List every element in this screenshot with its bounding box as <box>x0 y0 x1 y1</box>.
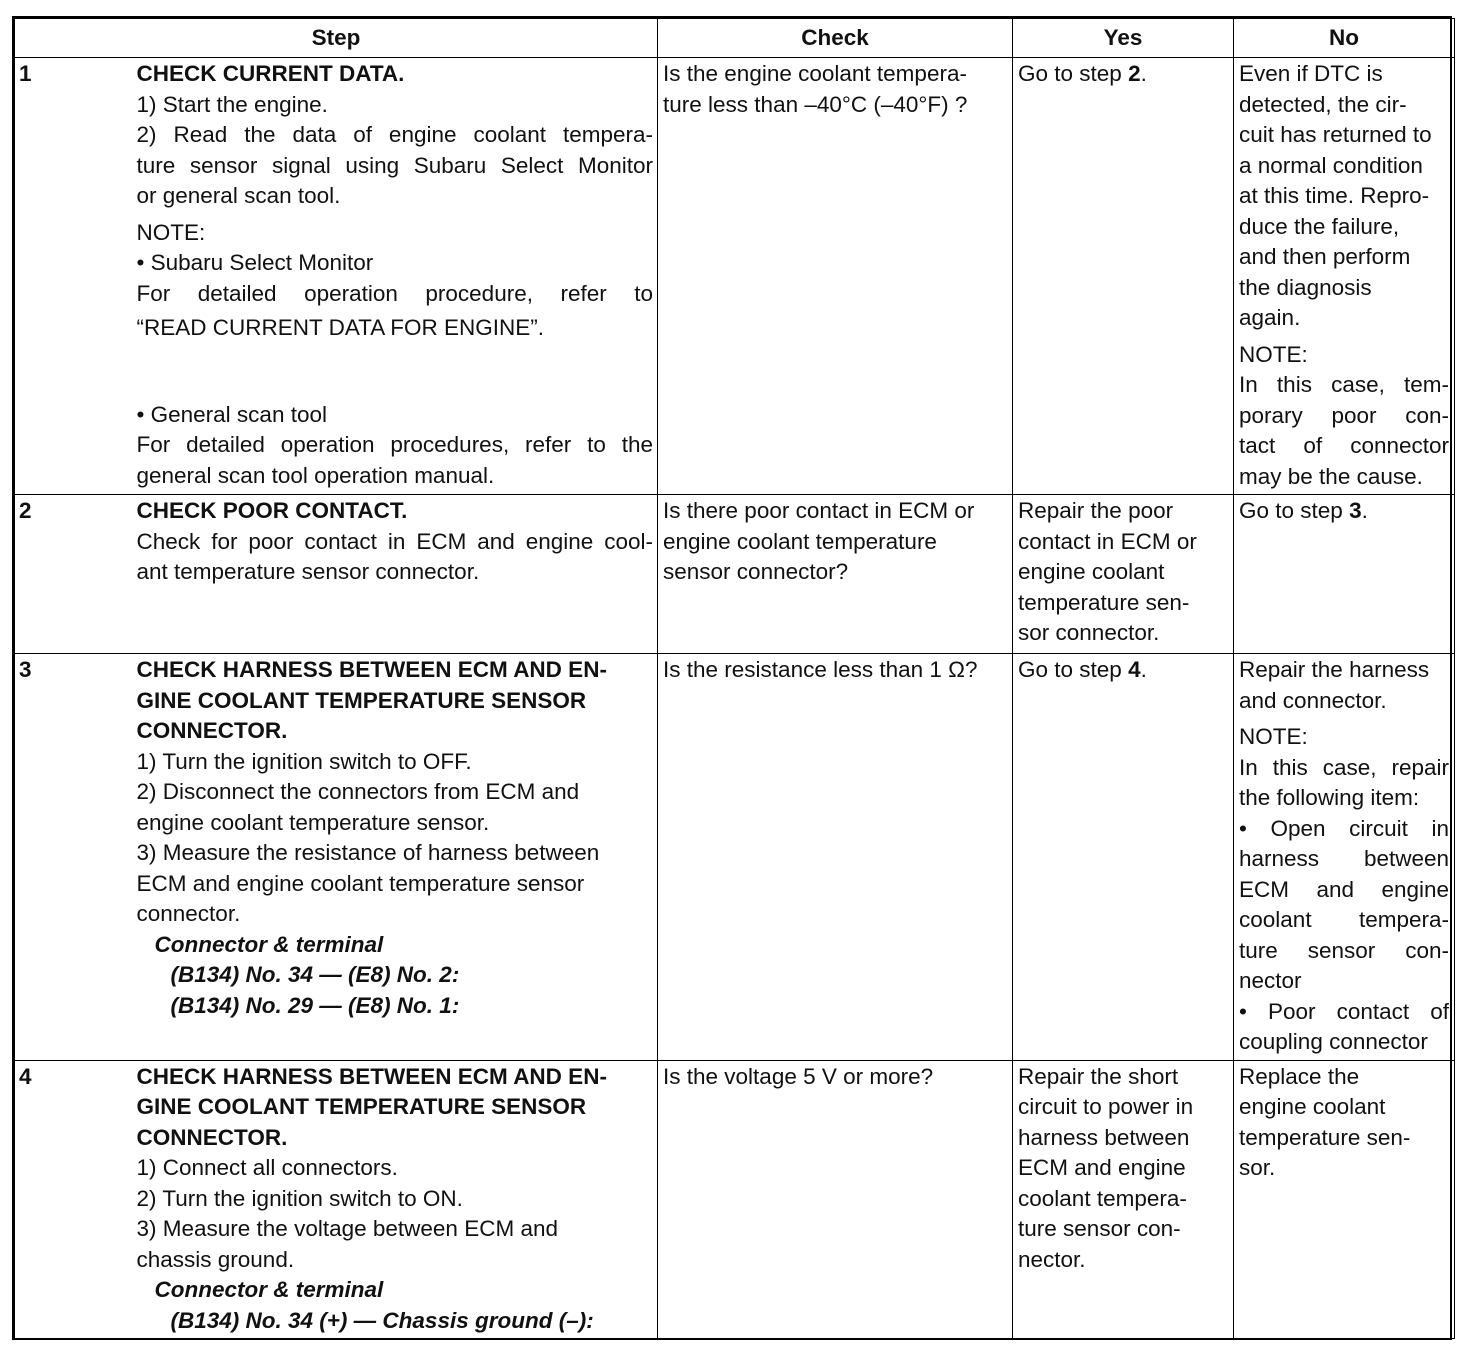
yes-line: coolant tempera- <box>1018 1185 1187 1211</box>
yes-line: sor connector. <box>1018 620 1160 645</box>
table-row <box>15 58 1455 495</box>
step-line: 1) Connect all connectors. <box>136 1155 398 1180</box>
step-number: 2 <box>15 495 133 654</box>
step-description <box>133 58 658 495</box>
yes-line: circuit to power in <box>1018 1094 1194 1119</box>
no-line: temperature sen- <box>1239 1124 1411 1150</box>
check-line: Is the engine coolant tempera- <box>663 61 967 86</box>
step-title: CHECK CURRENT DATA. <box>136 61 405 86</box>
no-line: again. <box>1239 305 1301 330</box>
connector-terminal-line: (B134) No. 34 (+) — Chassis ground (–): <box>170 1307 594 1333</box>
step-line: Check for poor contact in ECM and engine cool- <box>136 528 654 554</box>
step-line: general scan tool operation manual. <box>136 462 495 488</box>
yes-cell <box>1013 1060 1234 1339</box>
no-line: • Open circuit in <box>1239 815 1450 841</box>
no-line: ECM and engine <box>1239 876 1450 902</box>
yes-line: ture sensor con- <box>1018 1216 1181 1241</box>
no-line: cuit has returned to <box>1239 122 1432 147</box>
step-line: connector. <box>136 901 241 926</box>
step-line: ture sensor signal using Subaru Select Monitor <box>136 152 654 178</box>
connector-terminal-line: (B134) No. 29 — (E8) No. 1: <box>170 992 460 1018</box>
check-line: Is the voltage 5 V or more? <box>663 1063 934 1089</box>
connector-terminal-label: Connector & terminal <box>154 931 384 957</box>
step-title: CHECK POOR CONTACT. <box>136 498 408 523</box>
yes-cell <box>1013 58 1234 495</box>
check-cell <box>658 495 1013 654</box>
table-row <box>15 654 1455 1061</box>
no-cell <box>1234 495 1455 654</box>
step-line: ECM and engine coolant temperature sensor <box>136 870 585 896</box>
check-line: Is there poor contact in ECM or <box>663 498 975 523</box>
connector-terminal-label: Connector & terminal <box>154 1277 384 1302</box>
no-line: harness between <box>1239 846 1450 871</box>
yes-line: Repair the short <box>1018 1063 1179 1089</box>
yes-line: Go to step 4. <box>1018 657 1147 682</box>
header-no: No <box>1234 19 1455 58</box>
table-row <box>15 495 1455 654</box>
connector-terminal-line: (B134) No. 34 — (E8) No. 2: <box>170 962 460 987</box>
header-check: Check <box>658 19 1013 58</box>
no-line: Replace the <box>1239 1063 1360 1089</box>
no-line: and then perform <box>1239 244 1411 269</box>
step-title: CHECK HARNESS BETWEEN ECM AND EN- <box>136 1063 607 1089</box>
no-line: In this case, tem- <box>1239 372 1450 397</box>
no-cell <box>1234 1060 1455 1339</box>
step-line: 2) Read the data of engine coolant tempera- <box>136 122 654 147</box>
check-cell <box>658 654 1013 1061</box>
step-line: 1) Turn the ignition switch to OFF. <box>136 748 472 774</box>
step-line: “READ CURRENT DATA FOR ENGINE”. <box>136 315 545 340</box>
yes-line: nector. <box>1018 1246 1086 1272</box>
no-line: at this time. Repro- <box>1239 183 1430 208</box>
step-description <box>133 654 658 1061</box>
no-cell <box>1234 654 1455 1061</box>
no-line: a normal condition <box>1239 152 1423 178</box>
yes-cell <box>1013 654 1234 1061</box>
diagnostic-procedure-table <box>12 16 1452 1340</box>
no-line: may be the cause. <box>1239 463 1423 489</box>
header-row <box>15 19 1455 58</box>
yes-line: Repair the poor <box>1018 498 1174 523</box>
step-line: 2) Turn the ignition switch to ON. <box>136 1185 463 1211</box>
step-line: 2) Disconnect the connectors from ECM and <box>136 779 580 804</box>
step-title: CHECK HARNESS BETWEEN ECM AND EN- <box>136 657 607 682</box>
table-row <box>15 1060 1455 1339</box>
no-line: • Poor contact of <box>1239 998 1450 1024</box>
note-label: NOTE: <box>1239 341 1308 367</box>
yes-cell <box>1013 495 1234 654</box>
step-line: 3) Measure the voltage between ECM and <box>136 1216 558 1241</box>
yes-line: engine coolant <box>1018 559 1165 584</box>
step-line: or general scan tool. <box>136 183 341 208</box>
step-description <box>133 1060 658 1339</box>
no-line: nector <box>1239 968 1302 993</box>
no-line: detected, the cir- <box>1239 91 1407 117</box>
no-line: the diagnosis <box>1239 274 1372 300</box>
note-label: NOTE: <box>136 219 206 245</box>
step-title: CONNECTOR. <box>136 718 288 743</box>
no-line: ture sensor con- <box>1239 937 1450 963</box>
no-line: sor. <box>1239 1155 1276 1180</box>
step-line: engine coolant temperature sensor. <box>136 809 490 835</box>
no-line: tact of connector <box>1239 433 1450 458</box>
yes-line: harness between <box>1018 1124 1190 1150</box>
no-cell <box>1234 58 1455 495</box>
step-line: 3) Measure the resistance of harness between <box>136 840 600 865</box>
step-number: 4 <box>15 1060 133 1339</box>
note-label: NOTE: <box>1239 724 1308 749</box>
header-step: Step <box>15 19 658 58</box>
step-title: GINE COOLANT TEMPERATURE SENSOR <box>136 1094 587 1119</box>
header-yes: Yes <box>1013 19 1234 58</box>
check-cell <box>658 58 1013 495</box>
step-title: CONNECTOR. <box>136 1124 288 1150</box>
no-line: coupling connector <box>1239 1029 1428 1054</box>
bullet-item: • Subaru Select Monitor <box>136 250 374 275</box>
yes-line: Go to step 2. <box>1018 61 1147 86</box>
check-cell <box>658 1060 1013 1339</box>
no-line: In this case, repair <box>1239 754 1450 780</box>
diagnostic-table <box>14 18 1455 1339</box>
bullet-item: • General scan tool <box>136 401 327 427</box>
no-line: Repair the harness <box>1239 657 1430 682</box>
step-line: 1) Start the engine. <box>136 91 328 117</box>
step-line: ant temperature sensor connector. <box>136 559 480 584</box>
check-line: sensor connector? <box>663 559 849 584</box>
no-line: duce the failure, <box>1239 213 1400 239</box>
step-line: For detailed operation procedures, refer to the <box>136 432 654 457</box>
no-line: coolant tempera- <box>1239 907 1450 932</box>
no-line: engine coolant <box>1239 1094 1386 1119</box>
step-line: chassis ground. <box>136 1246 295 1272</box>
step-number: 3 <box>15 654 133 1061</box>
check-line: Is the resistance less than 1 Ω? <box>663 657 978 682</box>
no-line: and connector. <box>1239 687 1387 713</box>
check-line: ture less than –40°C (–40°F) ? <box>663 91 968 117</box>
no-line: the following item: <box>1239 785 1420 810</box>
step-line: For detailed operation procedure, refer to <box>136 280 654 306</box>
yes-line: temperature sen- <box>1018 589 1190 615</box>
no-line: Even if DTC is <box>1239 61 1383 86</box>
yes-line: ECM and engine <box>1018 1155 1186 1180</box>
step-description <box>133 495 658 654</box>
step-title: GINE COOLANT TEMPERATURE SENSOR <box>136 687 587 713</box>
check-line: engine coolant temperature <box>663 528 937 554</box>
no-line: porary poor con- <box>1239 402 1450 428</box>
yes-line: contact in ECM or <box>1018 528 1197 554</box>
step-number: 1 <box>15 58 133 495</box>
no-line: Go to step 3. <box>1239 498 1368 523</box>
